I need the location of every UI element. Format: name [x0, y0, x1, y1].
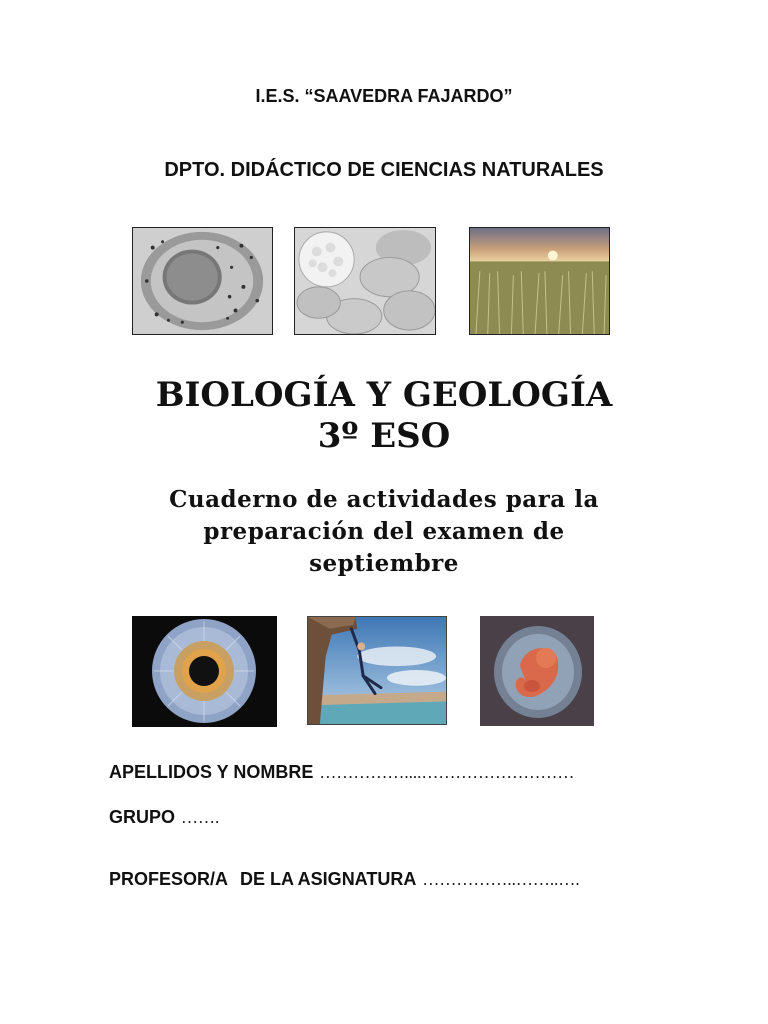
school-name: I.E.S. “SAAVEDRA FAJARDO”: [255, 86, 513, 106]
subtitle-line-2: preparación del examen de: [203, 518, 565, 545]
wheat-field-image: [469, 227, 610, 335]
name-field[interactable]: [109, 762, 574, 783]
name-blank[interactable]: ……………....………………………: [319, 763, 575, 782]
teacher-field[interactable]: [109, 869, 580, 890]
cell-micrograph-image: [132, 227, 273, 335]
teacher-label-a: PROFESOR/A: [109, 869, 229, 889]
department-name: DPTO. DIDÁCTICO DE CIENCIAS NATURALES: [164, 159, 604, 181]
teacher-blank[interactable]: ……………..……..….: [422, 870, 580, 889]
title-line-2: 3º ESO: [317, 416, 451, 456]
embryo-image: [480, 616, 594, 726]
eye-iris-image: [132, 616, 277, 727]
title-line-1: BIOLOGÍA Y GEOLOGÍA: [155, 375, 613, 415]
subtitle-line-1: Cuaderno de actividades para la: [169, 486, 599, 513]
subtitle-line-3: septiembre: [309, 550, 459, 577]
group-field[interactable]: [109, 807, 219, 828]
climber-image: [307, 616, 447, 725]
group-label: GRUPO: [109, 807, 176, 827]
group-blank[interactable]: …….: [181, 808, 220, 827]
blood-cells-image: [294, 227, 436, 335]
teacher-label-b: DE LA ASIGNATURA: [240, 869, 417, 889]
name-label: APELLIDOS Y NOMBRE: [109, 762, 314, 782]
